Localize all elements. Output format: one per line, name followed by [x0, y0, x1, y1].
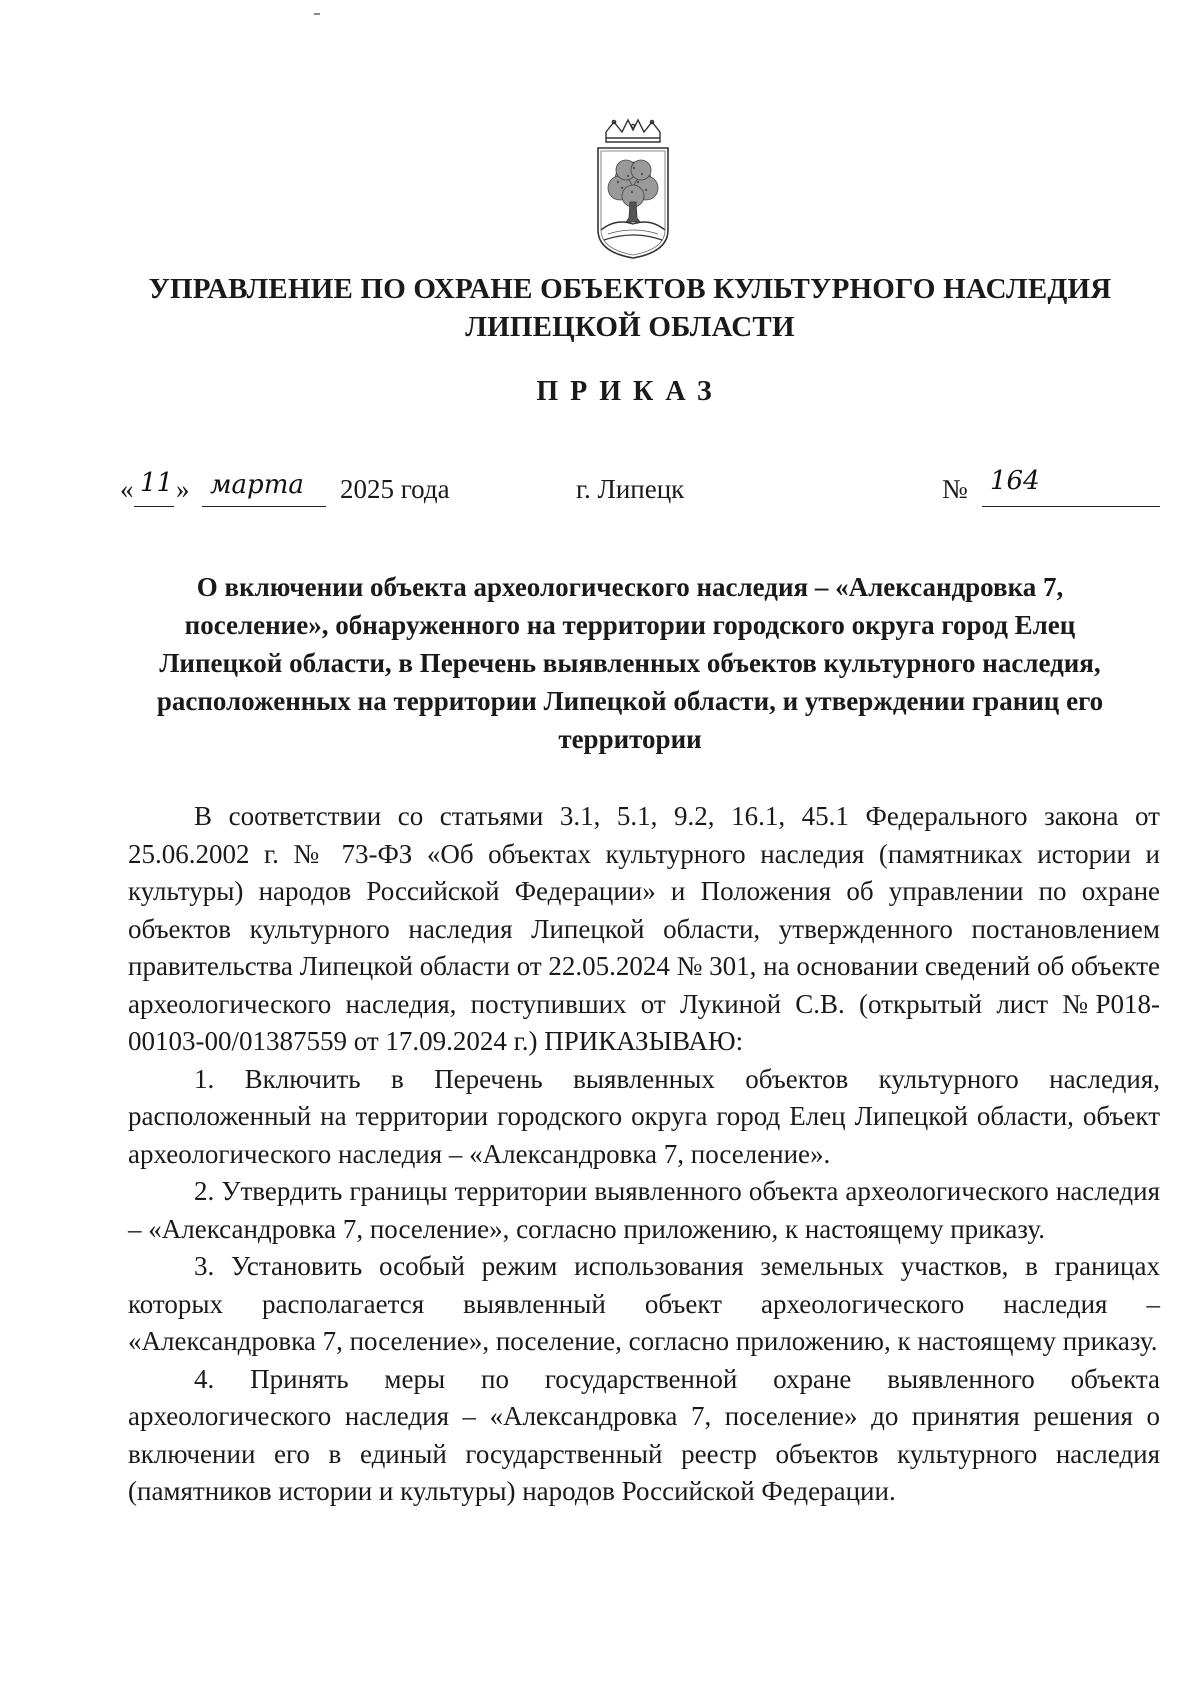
order-number-handwritten: 164	[990, 466, 1040, 496]
number-sign: №	[942, 474, 968, 504]
scan-speck	[314, 13, 320, 15]
title-line-4: расположенных на территории Липецкой области, и утверждении границ его	[156, 686, 1104, 716]
date-line	[120, 466, 1160, 514]
date-open-quote: «	[120, 474, 134, 504]
date-month-handwritten: марта	[210, 470, 304, 500]
coat-of-arms-icon	[588, 118, 678, 260]
order-item-1: 1. Включить в Перечень выявленных объектов культурного наследия, расположенный на территории городского округа город Елец Липецкой области, объект археологического наследия – «Александровка 7, поселение».	[128, 1063, 1160, 1169]
organization-name-line2: ЛИПЕЦКОЙ ОБЛАСТИ	[465, 311, 795, 343]
order-item-3: 3. Установить особый режим использования земельных участков, в границах которых располагается выявленный объект археологического наследия – «Александровка 7, поселение», поселение, согласно приложению, к настоящему приказу.	[128, 1251, 1160, 1356]
title-line-1: О включении объекта археологического наследия – «Александровка 7,	[196, 572, 1064, 602]
order-title	[100, 568, 1160, 758]
preamble-paragraph: В соответствии со статьями 3.1, 5.1, 9.2, 16.1, 45.1 Федерального закона от 25.06.2002 г. № 73-ФЗ «Об объектах культурного наследия (памятниках истории и культуры) народов Российской Федерации» и Положения об управлении по охране объектов культурного наследия Липецкой области, утвержденного постановлением правительства Липецкой области от 22.05.2024 № 301, на основании сведений об объекте археологического наследия, поступивших от Лукиной С.В. (открытый лист №Р018-00103-00/01387559 от 17.09.2024 г.) ПРИКАЗЫВАЮ:	[128, 801, 1160, 1056]
title-line-5: территории	[558, 724, 702, 754]
order-body	[128, 798, 1160, 1511]
organization-name-line1: УПРАВЛЕНИЕ ПО ОХРАНЕ ОБЪЕКТОВ КУЛЬТУРНОГО НАСЛЕДИЯ	[148, 273, 1112, 305]
city-name: г. Липецк	[576, 474, 685, 504]
title-line-2: поселение», обнаруженного на территории городского округа город Елец	[184, 610, 1076, 640]
title-line-3: Липецкой области, в Перечень выявленных объектов культурного наследия,	[159, 648, 1101, 678]
order-item-4: 4. Принять меры по государственной охране выявленного объекта археологического наследия – «Александровка 7, поселение» до принятия решения о включении его в единый государственный реестр объектов культурного наследия (памятников истории и культуры) народов Российской Федерации.	[128, 1363, 1160, 1506]
order-item-2: 2. Утвердить границы территории выявленного объекта археологического наследия – «Александровка 7, поселение», согласно приложению, к настоящему приказу.	[128, 1176, 1160, 1244]
date-year: 2025 года	[340, 474, 450, 504]
document-type: ПРИКАЗ	[536, 376, 724, 407]
date-day-handwritten: 11	[140, 468, 174, 498]
organization-header	[100, 270, 1160, 346]
date-close-quote: »	[176, 474, 190, 504]
